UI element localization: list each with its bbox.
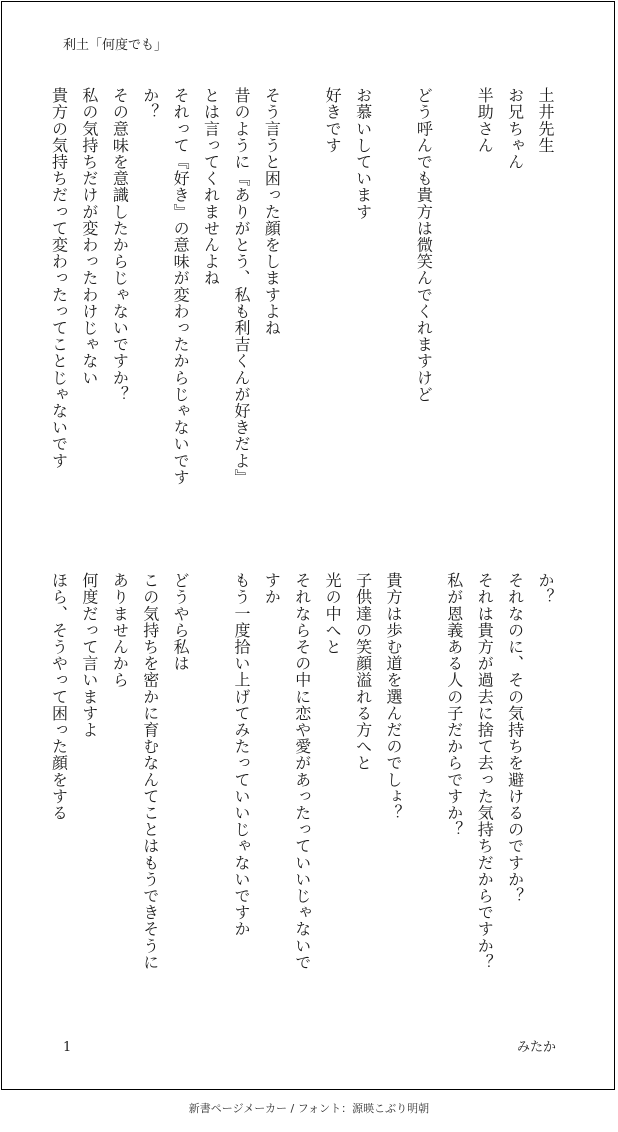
generator-credit: 新書ページメーカー / フォント：源暎こぶり明朝	[188, 1102, 430, 1115]
text-line: お兄ちゃん	[505, 87, 525, 170]
text-line: それって『好き』の意味が変わったからじゃないです	[171, 87, 191, 486]
text-line: 昔のように『ありがとう、私も利吉くんが好きだよ』	[231, 87, 251, 486]
text-block-bottom	[49, 572, 560, 1012]
text-line: どうやら私は	[171, 572, 191, 672]
text-block-top	[49, 87, 560, 527]
page-frame	[1, 1, 615, 1090]
page-number: 1	[63, 1040, 72, 1055]
text-line: すか	[262, 572, 282, 606]
text-line: か？	[536, 572, 555, 606]
text-line: 私が恩義ある人の子だからですか？	[444, 572, 464, 838]
blank-line	[195, 572, 225, 1012]
blank-line	[438, 87, 468, 527]
page-title: 利土「何度でも」	[63, 38, 168, 53]
text-line: 何度だって言いますよ	[79, 572, 99, 738]
blank-line	[286, 87, 316, 527]
text-line: 好きです	[323, 87, 343, 154]
text-line: それは貴方が過去に捨て去った気持ちだからですか？	[475, 572, 495, 971]
blank-line	[378, 87, 408, 527]
text-line: 貴方の気持ちだって変わったってことじゃないです	[49, 87, 69, 469]
text-line: この気持ちを密かに育むなんてことはもうできそうに	[140, 572, 160, 971]
text-line: 光の中へと	[323, 572, 343, 655]
text-line: それなのに、その気持ちを避けるのですか？	[505, 572, 525, 904]
text-line: ありませんから	[110, 572, 130, 689]
text-line: どう呼んでも貴方は微笑んでくれますけど	[414, 87, 434, 403]
text-line: その意味を意識したからじゃないですか？	[110, 87, 130, 403]
text-line: 貴方は歩む道を選んだのでしょ？	[383, 572, 403, 821]
author-name: みたか	[517, 1040, 557, 1055]
text-line: 子供達の笑顔溢れる方へと	[353, 572, 373, 772]
text-line: お慕いしています	[353, 87, 373, 220]
text-line: 半助さん	[475, 87, 495, 154]
text-line: ほら、そうやって困った顔をする	[49, 572, 69, 821]
text-line: か？	[140, 87, 160, 121]
text-line: 私の気持ちだけが変わったわけじゃない	[79, 87, 99, 386]
text-line: とは言ってくれませんよね	[201, 87, 221, 287]
text-line: そう言うと困った顔をしますよね	[262, 87, 282, 336]
text-line: 土井先生	[536, 87, 555, 154]
text-line: それならその中に恋や愛があったっていいじゃないで	[292, 572, 312, 971]
blank-line	[408, 572, 438, 1012]
text-line: もう一度拾い上げてみたっていいじゃないですか	[231, 572, 251, 938]
